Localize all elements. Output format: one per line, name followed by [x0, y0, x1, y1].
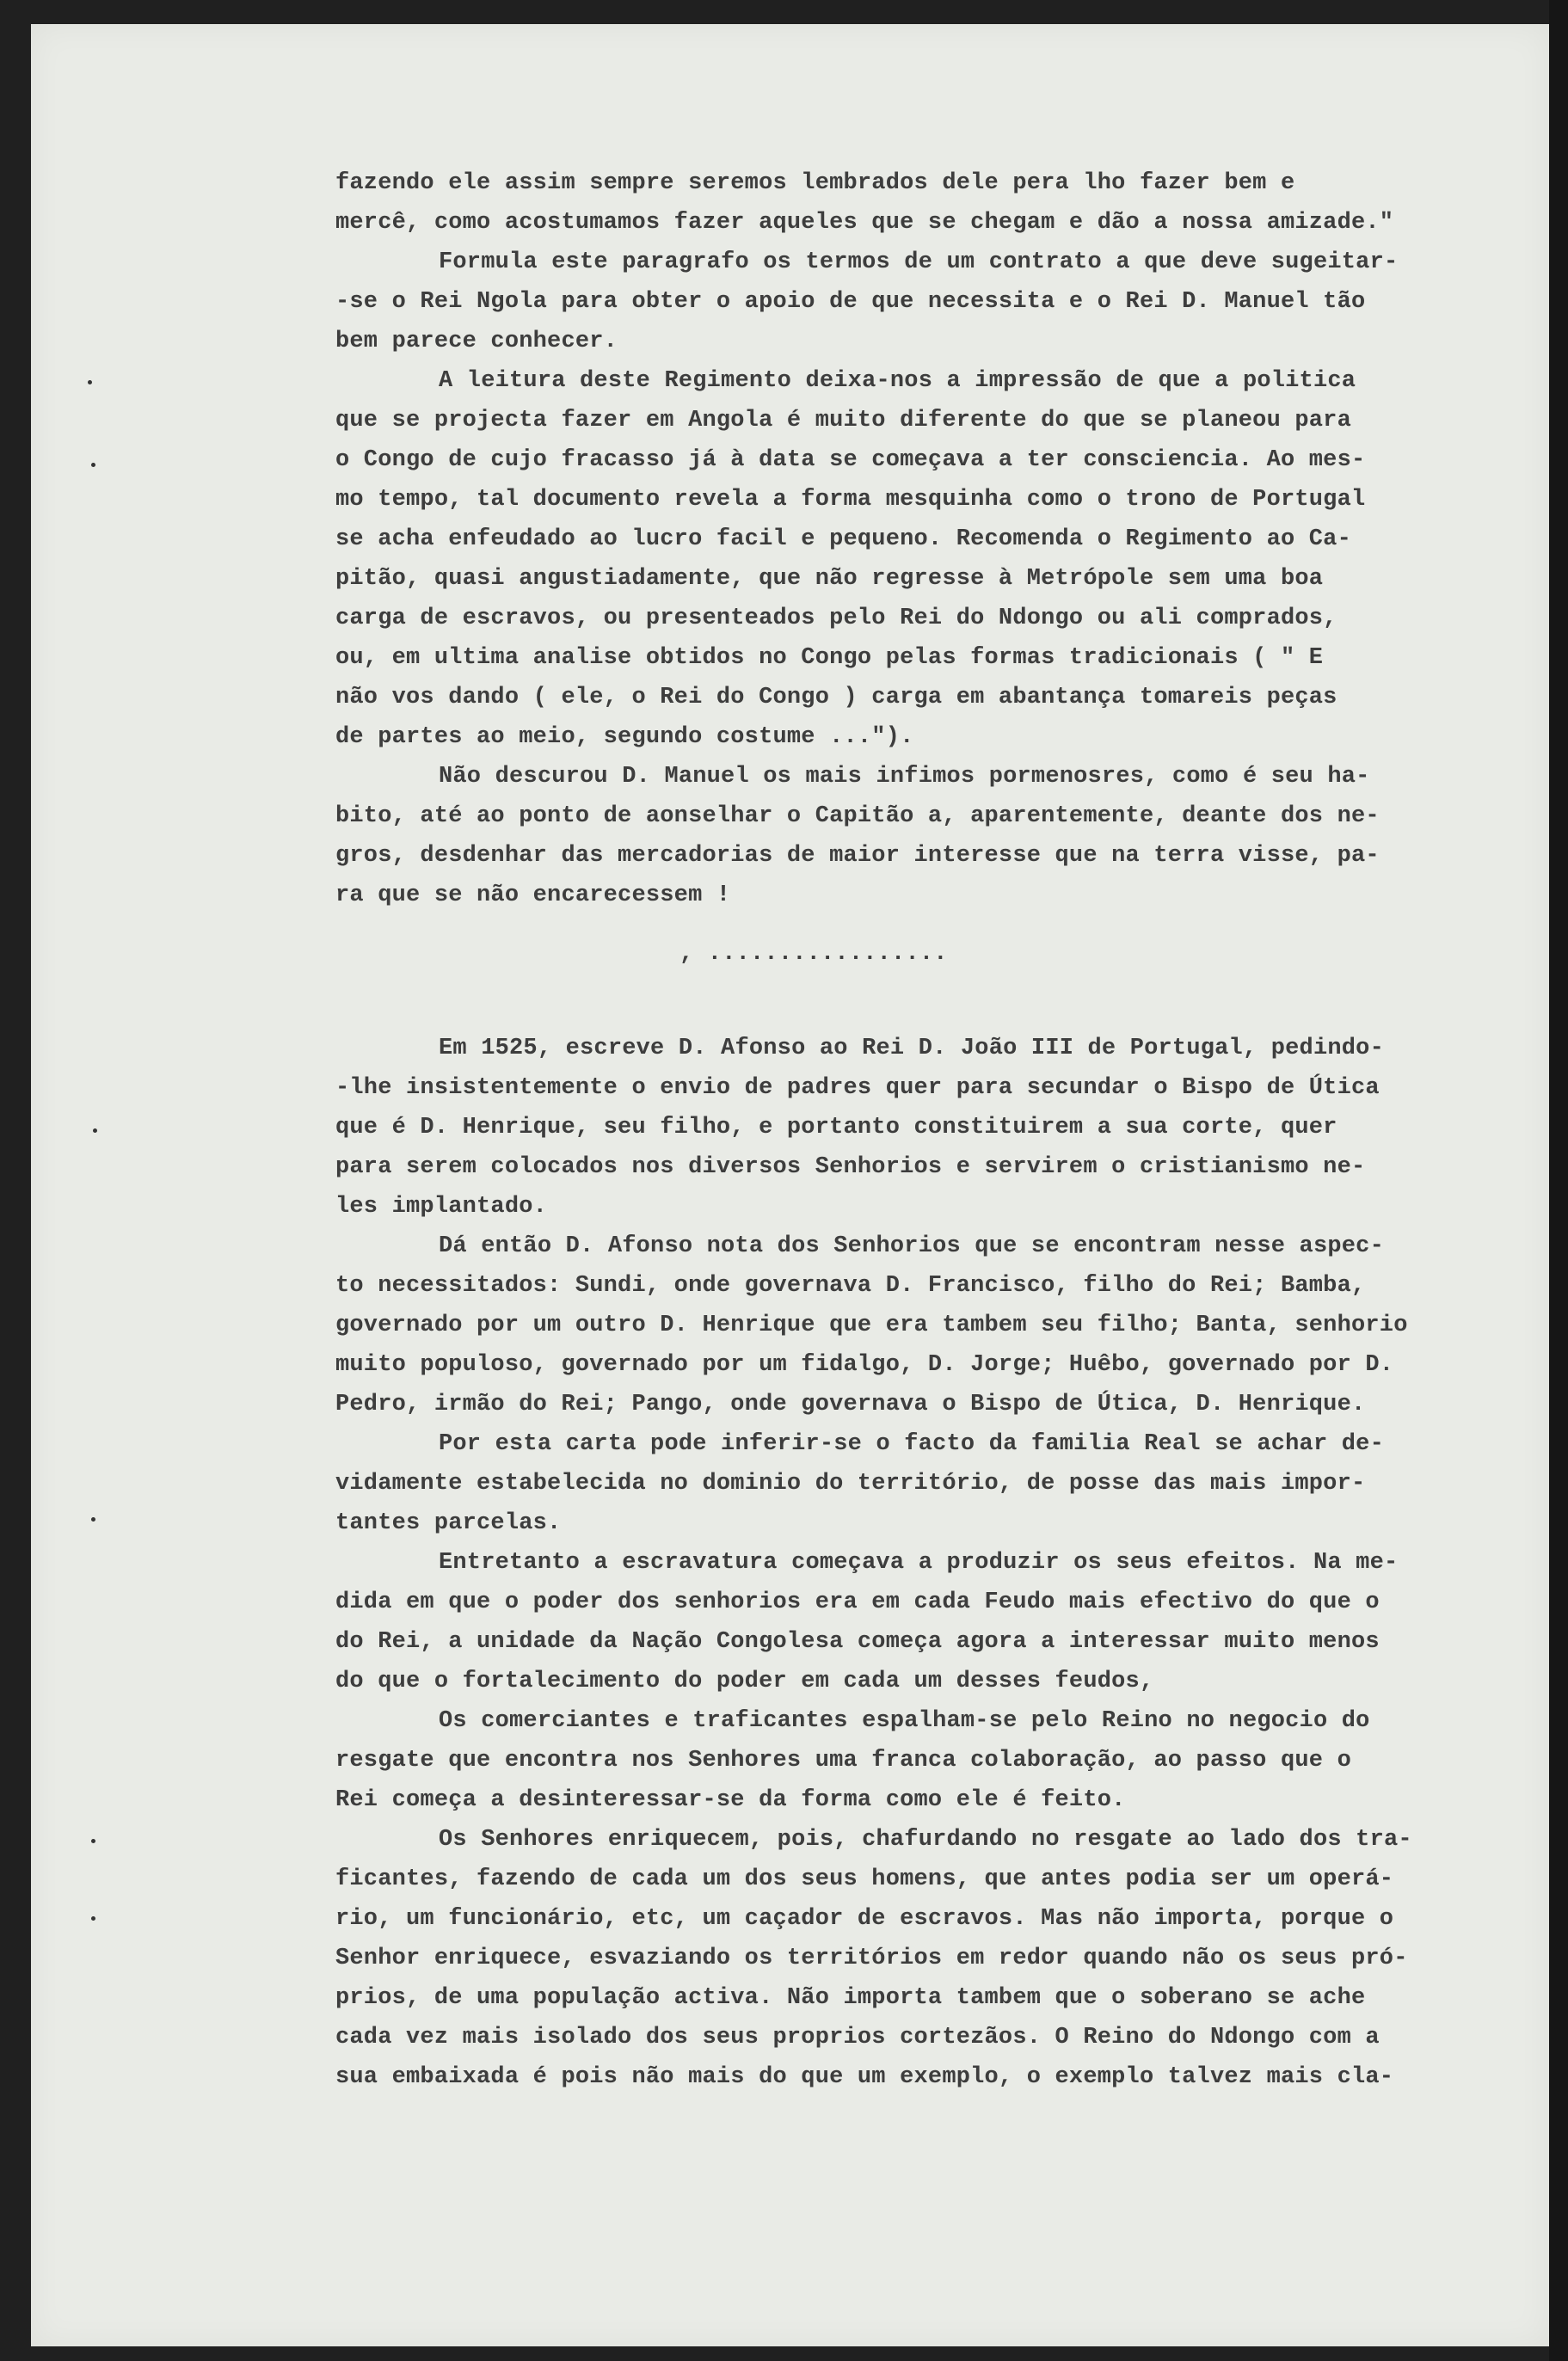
margin-dot [91, 463, 95, 467]
text-line: -lhe insistentemente o envio de padres quer para secundar o Bispo de Útica [335, 1075, 1380, 1101]
text-line: fazendo ele assim sempre seremos lembrados dele pera lho fazer bem e [335, 170, 1295, 196]
text-line: Senhor enriquece, esvaziando os territórios em redor quando não os seus pró- [335, 1946, 1408, 1971]
text-line: prios, de uma população activa. Não importa tambem que o soberano se ache [335, 1985, 1366, 2011]
text-line: mo tempo, tal documento revela a forma mesquinha como o trono de Portugal [335, 487, 1366, 513]
text-line: Os comerciantes e traficantes espalham-se pelo Reino no negocio do [439, 1708, 1370, 1734]
text-line: Em 1525, escreve D. Afonso ao Rei D. João III de Portugal, pedindo- [439, 1036, 1384, 1061]
text-line: Pedro, irmão do Rei; Pango, onde governava o Bispo de Útica, D. Henrique. [335, 1392, 1366, 1417]
text-line: Formula este paragrafo os termos de um contrato a que deve sugeitar- [439, 249, 1399, 275]
text-line: resgate que encontra nos Senhores uma franca colaboração, ao passo que o [335, 1748, 1351, 1774]
text-line: se acha enfeudado ao lucro facil e pequeno. Recomenda o Regimento ao Ca- [335, 526, 1351, 552]
text-line: Os Senhores enriquecem, pois, chafurdando no resgate ao lado dos tra- [439, 1827, 1412, 1853]
scan-edge [1549, 0, 1568, 2361]
text-line: Rei começa a desinteressar-se da forma como ele é feito. [335, 1787, 1126, 1813]
text-line: dida em que o poder dos senhorios era em cada Feudo mais efectivo do que o [335, 1589, 1380, 1615]
text-line: Por esta carta pode inferir-se o facto da familia Real se achar de- [439, 1431, 1384, 1457]
text-line: A leitura deste Regimento deixa-nos a impressão de que a politica [439, 368, 1356, 394]
margin-dot [91, 1839, 95, 1843]
text-line: tantes parcelas. [335, 1510, 562, 1536]
text-line: ficantes, fazendo de cada um dos seus homens, que antes podia ser um operá- [335, 1866, 1394, 1892]
text-line: bito, até ao ponto de aonselhar o Capitão a, aparentemente, deante dos ne- [335, 803, 1380, 829]
text-line: que se projecta fazer em Angola é muito diferente do que se planeou para [335, 408, 1351, 433]
text-line: muito populoso, governado por um fidalgo, D. Jorge; Huêbo, governado por D. [335, 1352, 1394, 1378]
text-line: -se o Rei Ngola para obter o apoio de que necessita e o Rei D. Manuel tão [335, 289, 1366, 315]
margin-dot [91, 1916, 95, 1921]
text-line: o Congo de cujo fracasso já à data se começava a ter consciencia. Ao mes- [335, 447, 1366, 473]
text-line: para serem colocados nos diversos Senhorios e servirem o cristianismo ne- [335, 1154, 1366, 1180]
text-line: governado por um outro D. Henrique que era tambem seu filho; Banta, senhorio [335, 1313, 1408, 1338]
text-line: sua embaixada é pois não mais do que um exemplo, o exemplo talvez mais cla- [335, 2064, 1394, 2090]
text-line: cada vez mais isolado dos seus proprios cortezãos. O Reino do Ndongo com a [335, 2025, 1380, 2051]
text-line: não vos dando ( ele, o Rei do Congo ) carga em abantança tomareis peças [335, 685, 1337, 710]
section-separator: , ................. [679, 941, 948, 967]
text-line: do Rei, a unidade da Nação Congolesa começa agora a interessar muito menos [335, 1629, 1380, 1655]
text-line: gros, desdenhar das mercadorias de maior interesse que na terra visse, pa- [335, 843, 1380, 869]
text-line: to necessitados: Sundi, onde governava D. Francisco, filho do Rei; Bamba, [335, 1273, 1366, 1299]
typed-text-body [335, 163, 1514, 2097]
text-line: vidamente estabelecida no dominio do território, de posse das mais impor- [335, 1471, 1366, 1497]
text-line: les implantado. [335, 1194, 548, 1220]
text-line: bem parece conhecer. [335, 329, 618, 354]
text-line: de partes ao meio, segundo costume ..."). [335, 724, 914, 750]
text-line: que é D. Henrique, seu filho, e portanto constituirem a sua corte, quer [335, 1115, 1337, 1141]
margin-dot [88, 380, 92, 384]
text-line: pitão, quasi angustiadamente, que não regresse à Metrópole sem uma boa [335, 566, 1324, 592]
margin-dot [91, 1517, 95, 1522]
text-line: rio, um funcionário, etc, um caçador de escravos. Mas não importa, porque o [335, 1906, 1394, 1932]
text-line: Não descurou D. Manuel os mais infimos pormenosres, como é seu ha- [439, 764, 1370, 790]
text-line: Entretanto a escravatura começava a produzir os seus efeitos. Na me- [439, 1550, 1399, 1576]
text-line: ou, em ultima analise obtidos no Congo pelas formas tradicionais ( " E [335, 645, 1324, 671]
text-line: carga de escravos, ou presenteados pelo Rei do Ndongo ou ali comprados, [335, 606, 1337, 631]
margin-dot [93, 1128, 97, 1133]
text-line: do que o fortalecimento do poder em cada um desses feudos, [335, 1669, 1154, 1694]
text-line: ra que se não encarecessem ! [335, 882, 731, 908]
text-line: Dá então D. Afonso nota dos Senhorios que se encontram nesse aspec- [439, 1233, 1384, 1259]
text-line: mercê, como acostumamos fazer aqueles que se chegam e dão a nossa amizade." [335, 210, 1394, 236]
